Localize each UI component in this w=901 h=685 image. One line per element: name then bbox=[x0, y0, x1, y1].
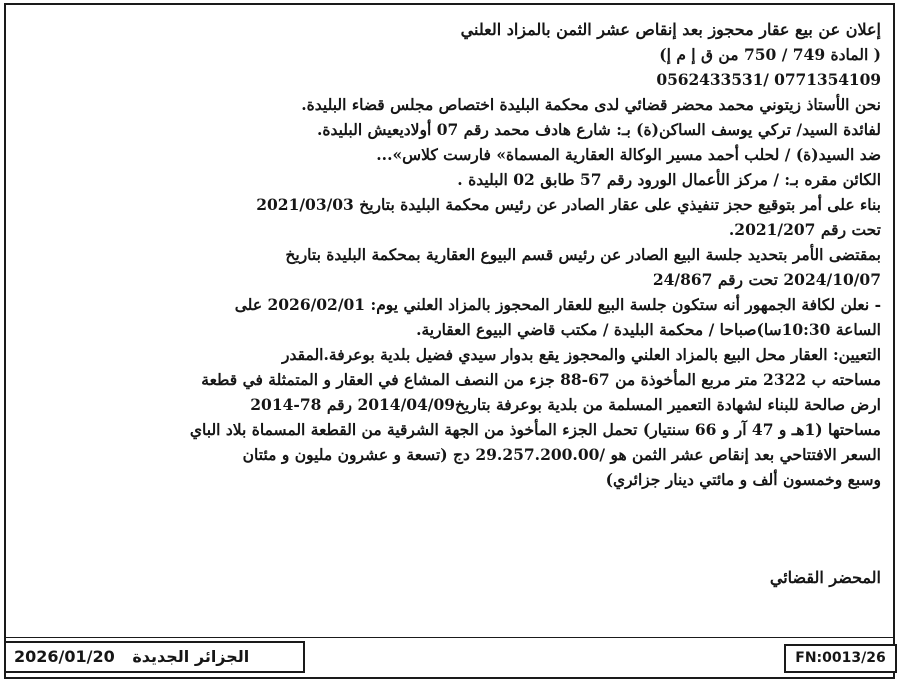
sale-order-line: بمقتضى الأمر بتحديد جلسة البيع الصادر عن رئيس قسم البيوع العقارية بمحكمة البليدة بتاريخ bbox=[285, 245, 881, 264]
phone-numbers: 0771354109 /0562433531 bbox=[656, 70, 881, 89]
sale-order-number-line: 2024/10/07 تحت رقم 24/867 bbox=[652, 270, 881, 289]
parcel-area-line: مساحتها (1هـ و 47 آر و 66 سنتيار) تحمل الجزء المأخوذ من الجهة الشرقية من القطعة المسماة بلاد الباي bbox=[189, 420, 881, 439]
session-time-line: الساعة 10:30سا)صباحا / محكمة البليدة / مكتب قاضي البيوع العقارية. bbox=[416, 320, 881, 339]
bailiff-line: نحن الأستاذ زيتوني محمد محضر قضائي لدى محكمة البليدة اختصاص مجلس قضاء البليدة. bbox=[301, 95, 881, 114]
seizure-order-number-line: تحت رقم 2021/207. bbox=[728, 220, 881, 239]
legal-notice bbox=[4, 3, 895, 679]
footer-divider bbox=[6, 637, 893, 638]
notice-body bbox=[15, 17, 881, 492]
notice-title: إعلان عن بيع عقار محجوز بعد إنقاص عشر الثمن بالمزاد العلني bbox=[460, 20, 881, 39]
beneficiary-line: لفائدة السيد/ تركي يوسف الساكن(ة) بـ: شارع هادف محمد رقم 07 أولاديعيش البليدة. bbox=[316, 120, 881, 139]
property-designation-line: التعيين: العقار محل البيع بالمزاد العلني والمحجوز يقع بدوار سيدي فضيل بلدية بوعرفة.المقدر bbox=[282, 345, 881, 364]
opening-price-words-line: وسبع وخمسون ألف و مائتي دينار جزائري) bbox=[605, 470, 881, 489]
publication-badge bbox=[4, 641, 305, 673]
public-announcement-line: - نعلن لكافة الجمهور أنه ستكون جلسة البيع للعقار المحجوز بالمزاد العلني يوم: 2026/02/01 على bbox=[234, 295, 881, 314]
against-line: ضد السيد(ة) / لحلب أحمد مسير الوكالة العقارية المسماة» فارست كلاس»... bbox=[376, 145, 881, 164]
publication-date: 2026/01/20 bbox=[14, 647, 115, 666]
bailiff-signature: المحضر القضائي bbox=[769, 568, 881, 587]
legal-article-reference: ( المادة 749 / 750 من ق إ م إ) bbox=[659, 45, 881, 64]
seizure-order-line: بناء على أمر بتوقيع حجز تنفيذي على عقار الصادر عن رئيس محكمة البليدة بتاريخ 2021/03/03 bbox=[256, 195, 881, 214]
opening-price-line: السعر الافتتاحي بعد إنقاص عشر الثمن هو /29.257.200.00 دج (تسعة و عشرون مليون و مئتان bbox=[242, 445, 881, 464]
property-area-line: مساحته ب 2322 متر مربع المأخوذة من 67-88 جزء من النصف المشاع في العقار و المتمثلة في قطعة bbox=[201, 370, 881, 389]
headquarters-line: الكائن مقره بـ: / مركز الأعمال الورود رقم 57 طابق 02 البليدة . bbox=[457, 170, 881, 189]
newspaper-name: الجزائر الجديدة bbox=[132, 647, 250, 666]
urban-certificate-line: ارض صالحة للبناء لشهادة التعمير المسلمة من بلدية بوعرفة بتاريخ2014/04/09 رقم 78-2014 bbox=[250, 395, 881, 414]
reference-number: FN:0013/26 bbox=[795, 650, 886, 666]
reference-badge bbox=[784, 644, 897, 673]
